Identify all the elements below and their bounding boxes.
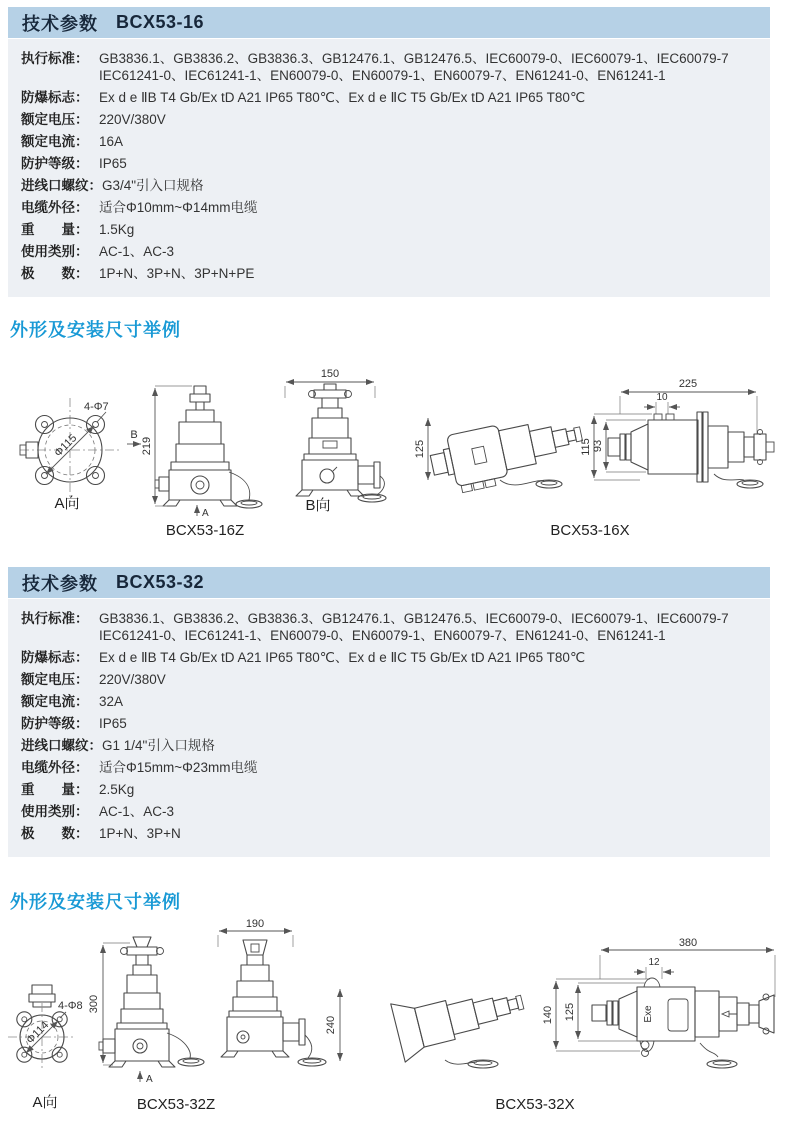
dim-225: 225 <box>678 378 698 390</box>
spec-row <box>21 221 760 238</box>
spec-label: 使用类别： <box>21 244 89 259</box>
dim-140: 140 <box>542 1005 554 1025</box>
spec-label: 额定电流： <box>21 694 89 709</box>
dim-219: 219 <box>141 436 153 456</box>
model-label-32z: BCX53-32Z <box>136 1096 216 1113</box>
spec-value-line1: GB3836.1、GB3836.2、GB3836.3、GB12476.1、GB12476.5、IEC60079-0、IEC60079-1、IEC60079-7 <box>99 51 729 66</box>
spec-label: 额定电压： <box>21 672 89 687</box>
spec-row <box>21 803 760 820</box>
dim-150: 150 <box>320 368 340 380</box>
spec-row <box>21 737 760 754</box>
spec-row <box>21 759 760 776</box>
spec-value: AC-1、AC-3 <box>99 244 175 259</box>
spec-value: 220V/380V <box>99 672 166 687</box>
spec-row <box>21 693 760 710</box>
dimension-drawings-16 <box>0 350 790 552</box>
view-b-16 <box>285 368 386 514</box>
view-z-front-32 <box>88 937 215 1113</box>
spec-row <box>21 177 760 194</box>
spec-value: 16A <box>99 134 124 149</box>
spec-value <box>99 610 729 644</box>
spec-value-line2: IEC61241-0、IEC61241-1、EN60079-0、EN60079-1、EN60079-7、EN61241-0、EN61241-1 <box>99 68 666 83</box>
exe-marking: Exe <box>643 1005 654 1023</box>
spec-label: 重 量： <box>21 782 89 797</box>
model-label-32x: BCX53-32X <box>495 1096 575 1113</box>
spec-value: 1.5Kg <box>99 222 135 237</box>
dim-93: 93 <box>592 439 604 453</box>
section-model: BCX53-16 <box>116 12 205 32</box>
view-x-tilted-16 <box>414 408 588 497</box>
spec-value: 1P+N、3P+N、3P+N+PE <box>99 266 255 281</box>
dim-380: 380 <box>678 937 698 949</box>
spec-row <box>21 111 760 128</box>
dim-300: 300 <box>88 994 100 1014</box>
spec-value: 220V/380V <box>99 112 166 127</box>
spec-row <box>21 199 760 216</box>
spec-value: AC-1、AC-3 <box>99 804 175 819</box>
view-a-flange-16 <box>20 398 122 512</box>
spec-row <box>21 610 760 644</box>
spec-value: Ex d e ⅡB T4 Gb/Ex tD A21 IP65 T80℃、Ex d e ⅡC T5 Gb/Ex tD A21 IP65 T80℃ <box>99 90 586 105</box>
dim-phi114: Φ114 <box>24 1019 52 1047</box>
spec-label: 电缆外径： <box>21 200 89 215</box>
spec-value: Ex d e ⅡB T4 Gb/Ex tD A21 IP65 T80℃、Ex d e ⅡC T5 Gb/Ex tD A21 IP65 T80℃ <box>99 650 586 665</box>
spec-label: 使用类别： <box>21 804 89 819</box>
model-label-16x: BCX53-16X <box>550 522 630 539</box>
spec-value: 2.5Kg <box>99 782 135 797</box>
spec-row <box>21 243 760 260</box>
dim-10: 10 <box>656 392 668 403</box>
view-a-label: A向 <box>32 1094 58 1111</box>
view-x-side-32 <box>495 937 775 1113</box>
section-header-32 <box>8 567 770 598</box>
spec-value: 适合Φ15mm~Φ23mm电缆 <box>99 760 258 775</box>
spec-panel-32 <box>8 599 770 857</box>
spec-value: 32A <box>99 694 124 709</box>
spec-value <box>99 50 729 84</box>
spec-label: 执行标准： <box>21 611 89 626</box>
spec-panel-16 <box>8 39 770 297</box>
spec-value: IP65 <box>99 716 127 731</box>
dim-12: 12 <box>648 957 660 968</box>
view-a-label: A向 <box>54 495 80 512</box>
spec-label: 额定电压： <box>21 112 89 127</box>
spec-label: 额定电流： <box>21 134 89 149</box>
spec-label: 防护等级： <box>21 156 89 171</box>
spec-row <box>21 781 760 798</box>
spec-label: 执行标准： <box>21 51 89 66</box>
view-x-tilted-32 <box>325 973 529 1068</box>
dim-240: 240 <box>325 1015 337 1035</box>
section-title: 技术参数 <box>22 13 98 34</box>
section-header-16 <box>8 7 770 38</box>
spec-value-line2: IEC61241-0、IEC61241-1、EN60079-0、EN60079-1、EN60079-7、EN61241-0、EN61241-1 <box>99 628 666 643</box>
spec-label: 极 数： <box>21 826 89 841</box>
spec-row <box>21 649 760 666</box>
view-b-label: B向 <box>305 497 331 514</box>
view-a-arrow-label: A <box>146 1074 153 1085</box>
spec-value: G3/4"引入口规格 <box>102 178 204 193</box>
spec-label: 防爆标志： <box>21 650 89 665</box>
section-model: BCX53-32 <box>116 572 205 592</box>
view-a-flange-32 <box>8 985 83 1111</box>
spec-value-line1: GB3836.1、GB3836.2、GB3836.3、GB12476.1、GB12476.5、IEC60079-0、IEC60079-1、IEC60079-7 <box>99 611 729 626</box>
spec-label: 重 量： <box>21 222 89 237</box>
spec-row <box>21 155 760 172</box>
dimensions-heading-16: 外形及安装尺寸举例 <box>10 320 181 340</box>
spec-value: 适合Φ10mm~Φ14mm电缆 <box>99 200 258 215</box>
dimension-drawings-32 <box>0 915 790 1123</box>
dim-115: 115 <box>580 438 592 456</box>
spec-label: 电缆外径： <box>21 760 89 775</box>
view-z2-32 <box>218 918 326 1066</box>
spec-row <box>21 715 760 732</box>
spec-label: 进线口螺纹： <box>21 738 102 753</box>
spec-row <box>21 671 760 688</box>
dim-125: 125 <box>414 439 426 459</box>
section-title: 技术参数 <box>22 573 98 594</box>
spec-label: 防爆标志： <box>21 90 89 105</box>
spec-row <box>21 89 760 106</box>
view-b-arrow-label: B <box>130 429 138 441</box>
dim-phi115: Φ115 <box>52 432 80 460</box>
view-x-side-16 <box>550 378 774 539</box>
dim-125-right: 125 <box>564 1002 576 1022</box>
model-label-16z: BCX53-16Z <box>165 522 245 539</box>
spec-value: 1P+N、3P+N <box>99 826 181 841</box>
dimensions-heading-32: 外形及安装尺寸举例 <box>10 892 181 912</box>
dim-190: 190 <box>245 918 265 930</box>
dim-4-phi8: 4-Φ8 <box>58 1000 83 1012</box>
spec-row <box>21 265 760 282</box>
spec-row <box>21 825 760 842</box>
spec-row <box>21 133 760 150</box>
spec-value: IP65 <box>99 156 127 171</box>
spec-label: 极 数： <box>21 266 89 281</box>
view-a-arrow-label: A <box>202 508 209 519</box>
view-z-front-16 <box>127 386 262 539</box>
spec-value: G1 1/4"引入口规格 <box>102 738 215 753</box>
spec-label: 进线口螺纹： <box>21 178 102 193</box>
spec-label: 防护等级： <box>21 716 89 731</box>
dim-4-phi7: 4-Φ7 <box>84 401 109 413</box>
spec-row <box>21 50 760 84</box>
